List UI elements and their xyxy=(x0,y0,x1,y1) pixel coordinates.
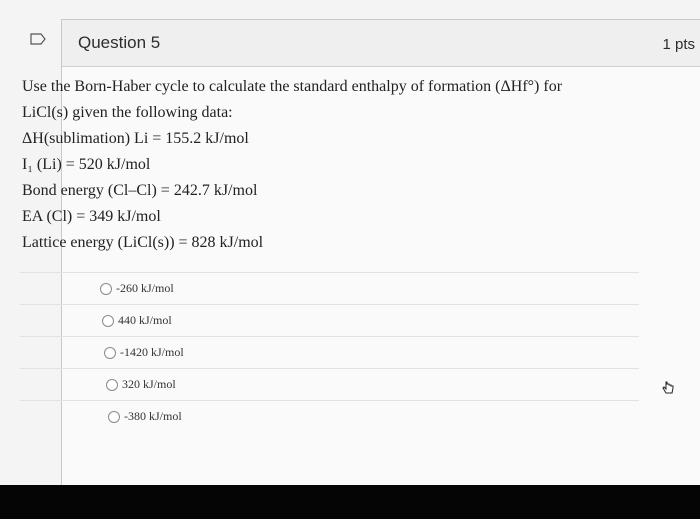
radio-button[interactable] xyxy=(108,411,120,423)
question-points: 1 pts xyxy=(662,36,695,53)
radio-button[interactable] xyxy=(106,379,118,391)
question-line: EA (Cl) = 349 kJ/mol xyxy=(22,208,161,225)
question-header xyxy=(62,20,700,67)
question-text xyxy=(22,74,612,256)
question-line: LiCl(s) given the following data: xyxy=(22,104,233,121)
answer-option[interactable] xyxy=(20,304,639,336)
hand-cursor-icon xyxy=(661,381,675,395)
answer-label[interactable]: -380 kJ/mol xyxy=(124,409,182,423)
bottom-bar xyxy=(0,485,700,519)
question-line: Bond energy (Cl–Cl) = 242.7 kJ/mol xyxy=(22,182,258,199)
question-line: I₁ (Li) = 520 kJ/mol xyxy=(22,156,151,173)
answer-list xyxy=(20,272,639,432)
radio-button[interactable] xyxy=(102,315,114,327)
answer-label[interactable]: -260 kJ/mol xyxy=(116,281,174,295)
answer-label[interactable]: 320 kJ/mol xyxy=(122,377,176,391)
radio-button[interactable] xyxy=(100,283,112,295)
question-line: Use the Born-Haber cycle to calculate the standard enthalpy of formation (ΔHf°) for xyxy=(22,78,563,95)
answer-option[interactable] xyxy=(20,368,639,400)
radio-button[interactable] xyxy=(104,347,116,359)
answer-option[interactable] xyxy=(20,400,639,432)
question-line: Lattice energy (LiCl(s)) = 828 kJ/mol xyxy=(22,234,264,251)
answer-label[interactable]: -1420 kJ/mol xyxy=(120,345,184,359)
answer-option[interactable] xyxy=(20,272,639,304)
flag-icon[interactable] xyxy=(30,33,46,45)
answer-option[interactable] xyxy=(20,336,639,368)
answer-label[interactable]: 440 kJ/mol xyxy=(118,313,172,327)
question-title: Question 5 xyxy=(78,33,161,52)
question-line: ΔH(sublimation) Li = 155.2 kJ/mol xyxy=(22,130,249,147)
